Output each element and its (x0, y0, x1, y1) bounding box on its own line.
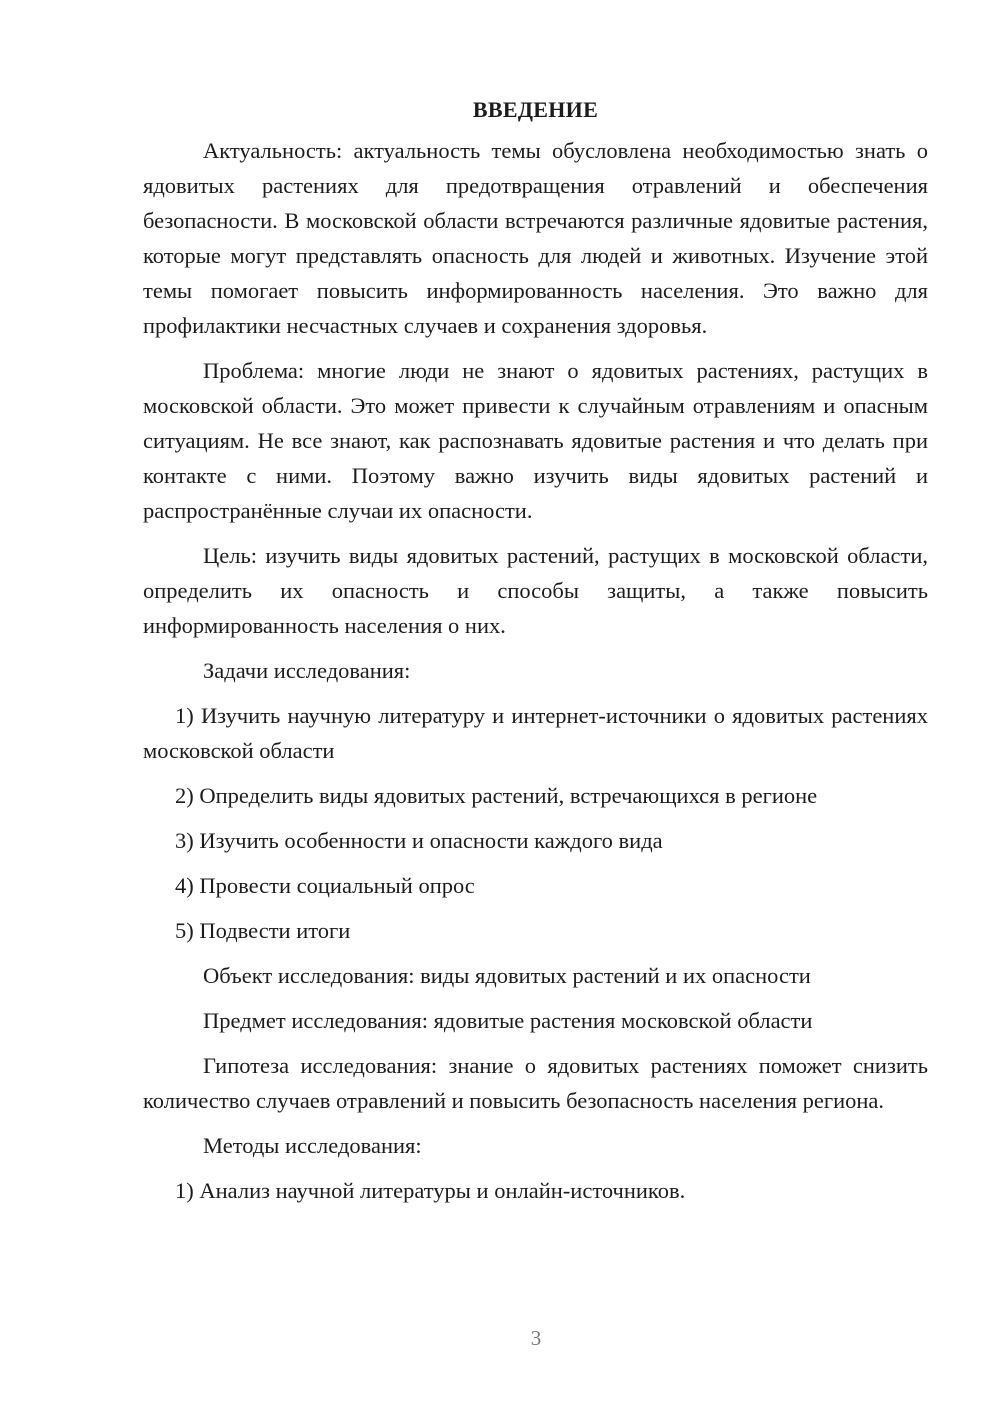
tasks-heading: Задачи исследования: (203, 658, 411, 683)
page-title: ВВЕДЕНИЕ (472, 97, 599, 122)
object-line: Объект исследования: виды ядовитых растений и их опасности (203, 963, 811, 988)
hypothesis-paragraph: Гипотеза исследования: знание о ядовитых растениях поможет снизить количество случаев отравлений и повысить безопасность населения региона. (143, 1053, 928, 1113)
task-item-5: 5) Подвести итоги (175, 918, 351, 943)
methods-heading: Методы исследования: (203, 1133, 422, 1158)
task-item-4: 4) Провести социальный опрос (175, 873, 475, 898)
relevance-paragraph: Актуальность: актуальность темы обусловлена необходимостью знать о ядовитых растениях для предотвращения отравлений и обеспечения безопасности. В московской области встречаются различные ядовитые растения, которые могут представлять опасность для людей и животных. Изучение этой темы помогает повысить информированность населения. Это важно для профилактики несчастных случаев и сохранения здоровья. (143, 138, 928, 338)
task-item-3: 3) Изучить особенности и опасности каждого вида (175, 828, 663, 853)
task-item-2: 2) Определить виды ядовитых растений, встречающихся в регионе (175, 783, 818, 808)
method-item-1: 1) Анализ научной литературы и онлайн-источников. (175, 1178, 686, 1203)
page-number: 3 (530, 1326, 542, 1350)
goal-paragraph: Цель: изучить виды ядовитых растений, растущих в московской области, определить их опасность и способы защиты, а также повысить информированность населения о них. (143, 543, 928, 638)
page-content (143, 92, 928, 1218)
subject-line: Предмет исследования: ядовитые растения московской области (203, 1008, 813, 1033)
problem-paragraph: Проблема: многие люди не знают о ядовитых растениях, растущих в московской области. Это может привести к случайным отравлениям и опасным ситуациям. Не все знают, как распознавать ядовитые растения и что делать при контакте с ними. Поэтому важно изучить виды ядовитых растений и распространённые случаи их опасности. (143, 358, 928, 523)
task-item-1: 1) Изучить научную литературу и интернет-источники о ядовитых растениях московской области (143, 703, 928, 763)
